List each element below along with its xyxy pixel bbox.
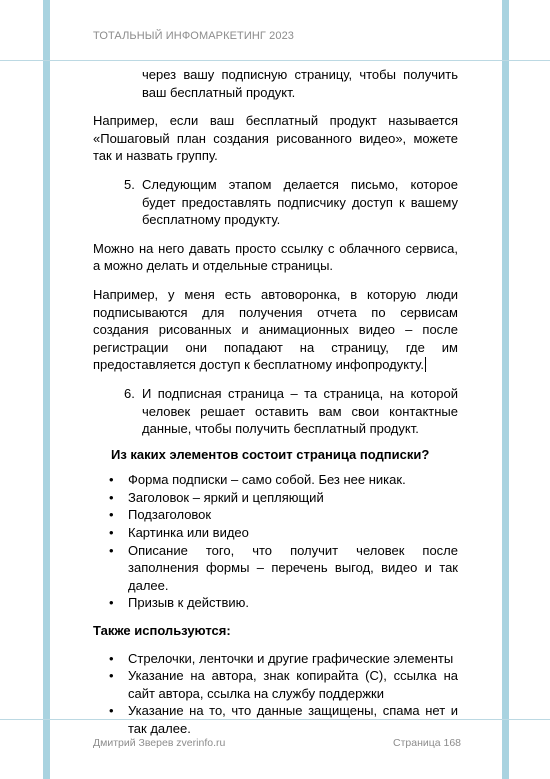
- bullet-icon: •: [109, 595, 114, 611]
- bullet-icon: •: [109, 650, 114, 666]
- list-item-text: Картинка или видео: [128, 525, 249, 541]
- page-frame-right-bar: [502, 0, 509, 779]
- paragraph: [93, 286, 458, 374]
- list-item: [93, 506, 458, 524]
- bullet-icon: •: [109, 507, 114, 523]
- numbered-item-text: Следующим этапом делается письмо, которое будет предоставлять подписчику доступ к вашему бесплатному продукту.: [142, 176, 458, 228]
- list-item-text: Заголовок – яркий и цепляющий: [128, 489, 324, 505]
- numbered-item: [93, 385, 458, 438]
- page-frame-left-bar: [43, 0, 50, 779]
- numbered-item-text: И подписная страница – та страница, на которой человек решает оставить вам свои контактные данные, чтобы получить бесплатный продукт.: [142, 385, 458, 437]
- list-item: [93, 702, 458, 737]
- paragraph-text: Например, у меня есть автоворонка, в которую люди подписываются для получения отчета по сервисам создания рисованных и анимационных видео – после регистрации они попадают на страницу, где им предоставляется доступ к бесплатному инфопродукту.: [93, 286, 458, 373]
- bullet-list: [93, 471, 458, 612]
- header-divider: [0, 60, 550, 61]
- bullet-icon: •: [109, 668, 114, 684]
- list-item-text: Подзаголовок: [128, 507, 212, 523]
- bullet-list: [93, 650, 458, 738]
- numbered-item-continuation: [93, 66, 458, 101]
- paragraph: Можно на него давать просто ссылку с облачного сервиса, а можно делать и отдельные страницы.: [93, 240, 458, 274]
- list-item: [93, 489, 458, 507]
- numbered-item: [93, 176, 458, 229]
- list-item-text: Форма подписки – само собой. Без нее никак.: [128, 472, 406, 488]
- list-item: [93, 667, 458, 702]
- item-number: 5.: [124, 176, 135, 192]
- list-item-text: Призыв к действию.: [128, 595, 250, 611]
- bullet-icon: •: [109, 489, 114, 505]
- list-item: [93, 471, 458, 489]
- list-item-text: Указание на то, что данные защищены, спама нет и так далее.: [128, 703, 458, 736]
- bullet-icon: •: [109, 525, 114, 541]
- header-title: ТОТАЛЬНЫЙ ИНФОМАРКЕТИНГ 2023: [93, 30, 294, 42]
- numbered-item-text: через вашу подписную страницу, чтобы получить ваш бесплатный продукт.: [142, 67, 458, 100]
- page-content: [93, 66, 458, 738]
- list-item: [93, 542, 458, 595]
- page-number: Страница 168: [393, 737, 462, 749]
- bullet-icon: •: [109, 472, 114, 488]
- paragraph: Например, если ваш бесплатный продукт называется «Пошаговый план создания рисованного видео», можете так и назвать группу.: [93, 113, 458, 164]
- bullet-icon: •: [109, 703, 114, 719]
- list-item-text: Указание на автора, знак копирайта (С), ссылка на сайт автора, ссылка на службу поддержки: [128, 668, 458, 701]
- item-number: 6.: [124, 385, 135, 401]
- bullet-icon: •: [109, 542, 114, 558]
- list-item: [93, 524, 458, 542]
- list-item-text: Стрелочки, ленточки и другие графические элементы: [128, 650, 454, 666]
- text-cursor: [425, 357, 426, 372]
- section-heading: Из каких элементов состоит страница подписки?: [111, 446, 430, 462]
- footer-author: Дмитрий Зверев zverinfo.ru: [93, 737, 226, 749]
- section-heading: Также используются:: [93, 623, 231, 639]
- list-item: [93, 650, 458, 668]
- list-item-text: Описание того, что получит человек после заполнения формы – перечень выгод, видео и так далее.: [128, 542, 458, 593]
- list-item: [93, 594, 458, 612]
